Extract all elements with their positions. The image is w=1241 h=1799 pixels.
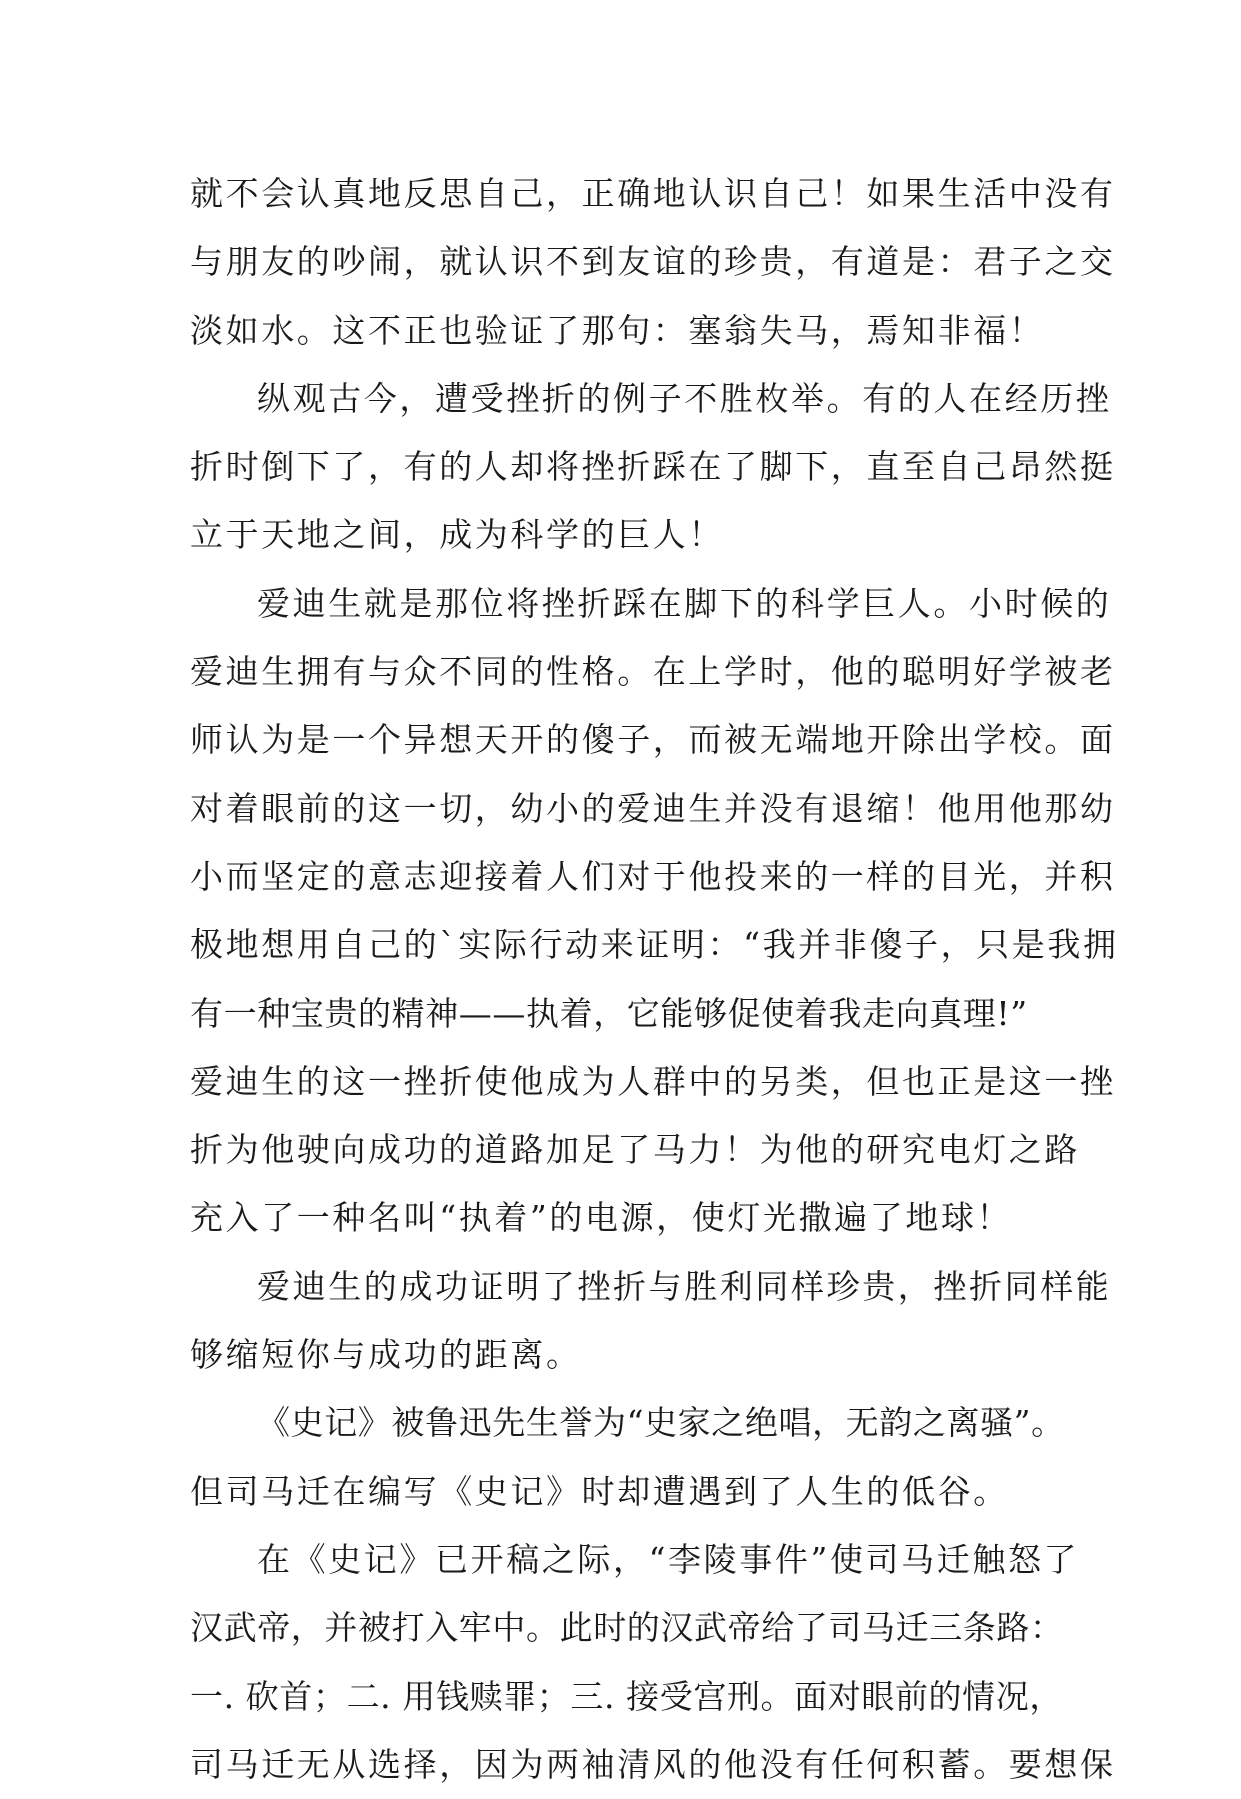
paragraph-start-line: 在《史记》已开稿之际，“李陵事件”使司马迁触怒了 — [257, 1539, 1080, 1579]
text-line: 司马迁无从选择，因为两袖清风的他没有任何积蓄。要想保 — [190, 1744, 1116, 1784]
text-line: 有一种宝贵的精神——执着，它能够促使着我走向真理!” — [190, 993, 1028, 1033]
text-line: 与朋友的吵闹，就认识不到友谊的珍贵，有道是：君子之交 — [190, 242, 1116, 282]
text-line: 对着眼前的这一切，幼小的爱迪生并没有退缩！他用他那幼 — [190, 788, 1116, 828]
text-line: 淡如水。这不正也验证了那句：塞翁失马，焉知非福！ — [190, 310, 1045, 350]
text-line: 充入了一种名叫“执着”的电源，使灯光撒遍了地球！ — [190, 1198, 1013, 1238]
text-line: 折时倒下了，有的人却将挫折踩在了脚下，直至自己昂然挺 — [190, 447, 1116, 487]
text-line: 就不会认真地反思自己，正确地认识自己！如果生活中没有 — [190, 174, 1116, 213]
text-line: 极地想用自己的`实际行动来证明：“我并非傻子，只是我拥 — [190, 925, 1119, 965]
text-line: 汉武帝，并被打入牢中。此时的汉武帝给了司马迁三条路： — [190, 1608, 1064, 1648]
paragraph-start-line: 爱迪生的成功证明了挫折与胜利同样珍贵，挫折同样能 — [257, 1266, 1112, 1306]
paragraph-start-line: 爱迪生就是那位将挫折踩在脚下的科学巨人。小时候的 — [257, 583, 1112, 623]
text-line: 爱迪生的这一挫折使他成为人群中的另类，但也正是这一挫 — [190, 1061, 1116, 1101]
text-line: 一. 砍首；二. 用钱赎罪；三. 接受宫刑。面对眼前的情况， — [190, 1676, 1063, 1716]
document-body — [190, 160, 1119, 1799]
text-line: 折为他驶向成功的道路加足了马力！为他的研究电灯之路 — [190, 1130, 1080, 1170]
text-line: 小而坚定的意志迎接着人们对于他投来的一样的目光，并积 — [190, 856, 1116, 896]
paragraph-start-line: 纵观古今，遭受挫折的例子不胜枚举。有的人在经历挫 — [257, 378, 1112, 418]
text-line: 但司马迁在编写《史记》时却遭遇到了人生的低谷。 — [190, 1471, 1009, 1511]
text-line: 够缩短你与成功的距离。 — [190, 1335, 582, 1375]
text-line: 立于天地之间，成为科学的巨人！ — [190, 515, 724, 555]
paragraph-start-line: 《史记》被鲁迅先生誉为“史家之绝唱，无韵之离骚”。 — [257, 1403, 1065, 1443]
text-line: 师认为是一个异想天开的傻子，而被无端地开除出学校。面 — [190, 720, 1116, 760]
text-line: 爱迪生拥有与众不同的性格。在上学时，他的聪明好学被老 — [190, 652, 1116, 692]
